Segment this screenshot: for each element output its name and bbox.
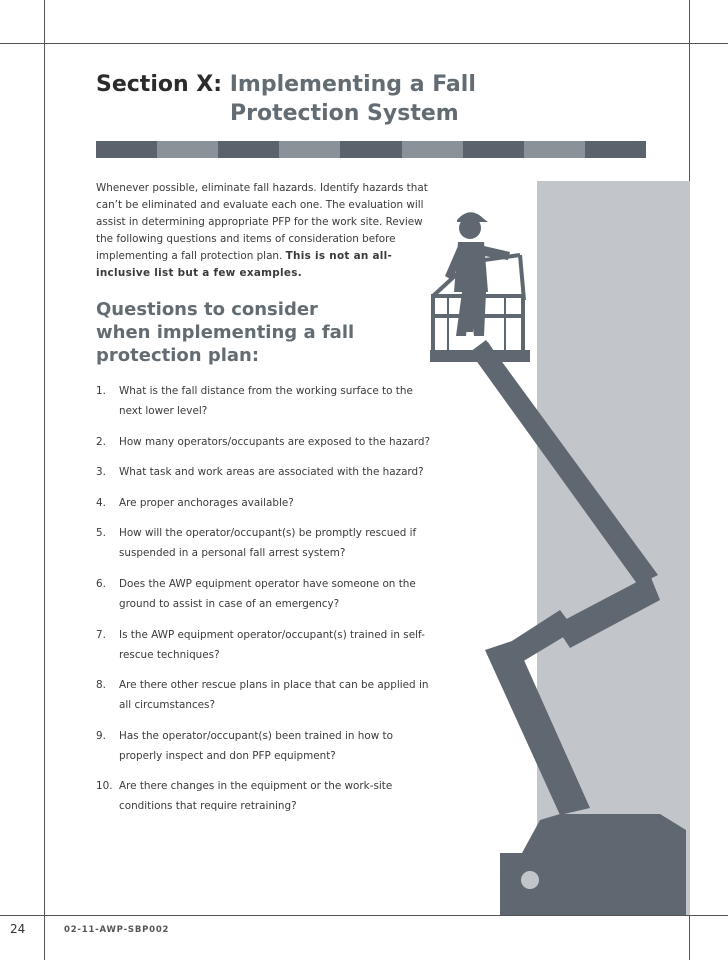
item-number: 5. bbox=[96, 527, 106, 540]
questions-heading-line-1: Questions to consider bbox=[96, 299, 318, 320]
bar-segment bbox=[585, 141, 646, 158]
decorative-bar bbox=[96, 141, 646, 158]
bar-segment bbox=[402, 141, 463, 158]
page-title bbox=[96, 70, 476, 126]
bar-segment bbox=[340, 141, 401, 158]
list-item bbox=[96, 432, 436, 452]
list-item bbox=[96, 625, 436, 665]
item-text: Are proper anchorages available? bbox=[119, 496, 294, 509]
list-item bbox=[96, 523, 436, 563]
questions-heading bbox=[96, 298, 354, 367]
item-number: 2. bbox=[96, 435, 106, 448]
list-item bbox=[96, 381, 436, 421]
item-text: How many operators/occupants are exposed to the hazard? bbox=[119, 435, 430, 448]
intro-paragraph bbox=[96, 180, 436, 282]
title-line-2: Protection System bbox=[230, 101, 459, 126]
intro-text: Whenever possible, eliminate fall hazards. Identify hazards that can’t be eliminated and evaluate each one. The evaluation will assist in determining appropriate PFP for the work site. Review the following questions and items of consideration before implementing a fall protection plan. bbox=[96, 182, 428, 262]
bar-segment bbox=[524, 141, 585, 158]
list-item bbox=[96, 574, 436, 614]
intro-emphasis: This is not an all-inclusive list but a few examples. bbox=[96, 250, 393, 279]
item-text: Does the AWP equipment operator have someone on the ground to assist in case of an emergency? bbox=[119, 577, 416, 610]
list-item bbox=[96, 776, 436, 816]
questions-heading-line-2: when implementing a fall bbox=[96, 322, 355, 343]
item-text: What is the fall distance from the working surface to the next lower level? bbox=[119, 385, 413, 417]
bar-segment bbox=[96, 141, 157, 158]
item-text: How will the operator/occupant(s) be promptly rescued if suspended in a personal fall arrest system? bbox=[119, 527, 417, 560]
bar-segment bbox=[157, 141, 218, 158]
title-line-1: Implementing a Fall bbox=[229, 72, 476, 97]
item-text: Has the operator/occupant(s) been trained in how to properly inspect and don PFP equipment? bbox=[119, 729, 393, 762]
item-number: 4. bbox=[96, 496, 106, 509]
item-number: 8. bbox=[96, 679, 106, 692]
item-text: Are there other rescue plans in place that can be applied in all circumstances? bbox=[119, 679, 429, 712]
item-number: 10. bbox=[96, 780, 113, 793]
item-text: What task and work areas are associated with the hazard? bbox=[119, 466, 424, 479]
section-label: Section X: bbox=[96, 72, 223, 97]
item-number: 1. bbox=[96, 385, 106, 397]
list-item bbox=[96, 493, 436, 513]
bar-segment bbox=[463, 141, 524, 158]
questions-heading-line-3: protection plan: bbox=[96, 345, 260, 366]
list-item bbox=[96, 675, 436, 715]
item-text: Are there changes in the equipment or the work-site conditions that require retraining? bbox=[119, 780, 393, 813]
item-number: 3. bbox=[96, 466, 106, 479]
page-number: 24 bbox=[10, 922, 26, 936]
bar-segment bbox=[279, 141, 340, 158]
questions-list bbox=[96, 381, 436, 827]
list-item bbox=[96, 726, 436, 766]
item-text: Is the AWP equipment operator/occupant(s) trained in self-rescue techniques? bbox=[119, 628, 425, 661]
item-number: 7. bbox=[96, 628, 106, 641]
item-number: 6. bbox=[96, 577, 106, 590]
document-code: 02-11-AWP-SBP002 bbox=[64, 925, 170, 935]
list-item bbox=[96, 462, 436, 482]
bar-segment bbox=[218, 141, 279, 158]
item-number: 9. bbox=[96, 729, 106, 742]
